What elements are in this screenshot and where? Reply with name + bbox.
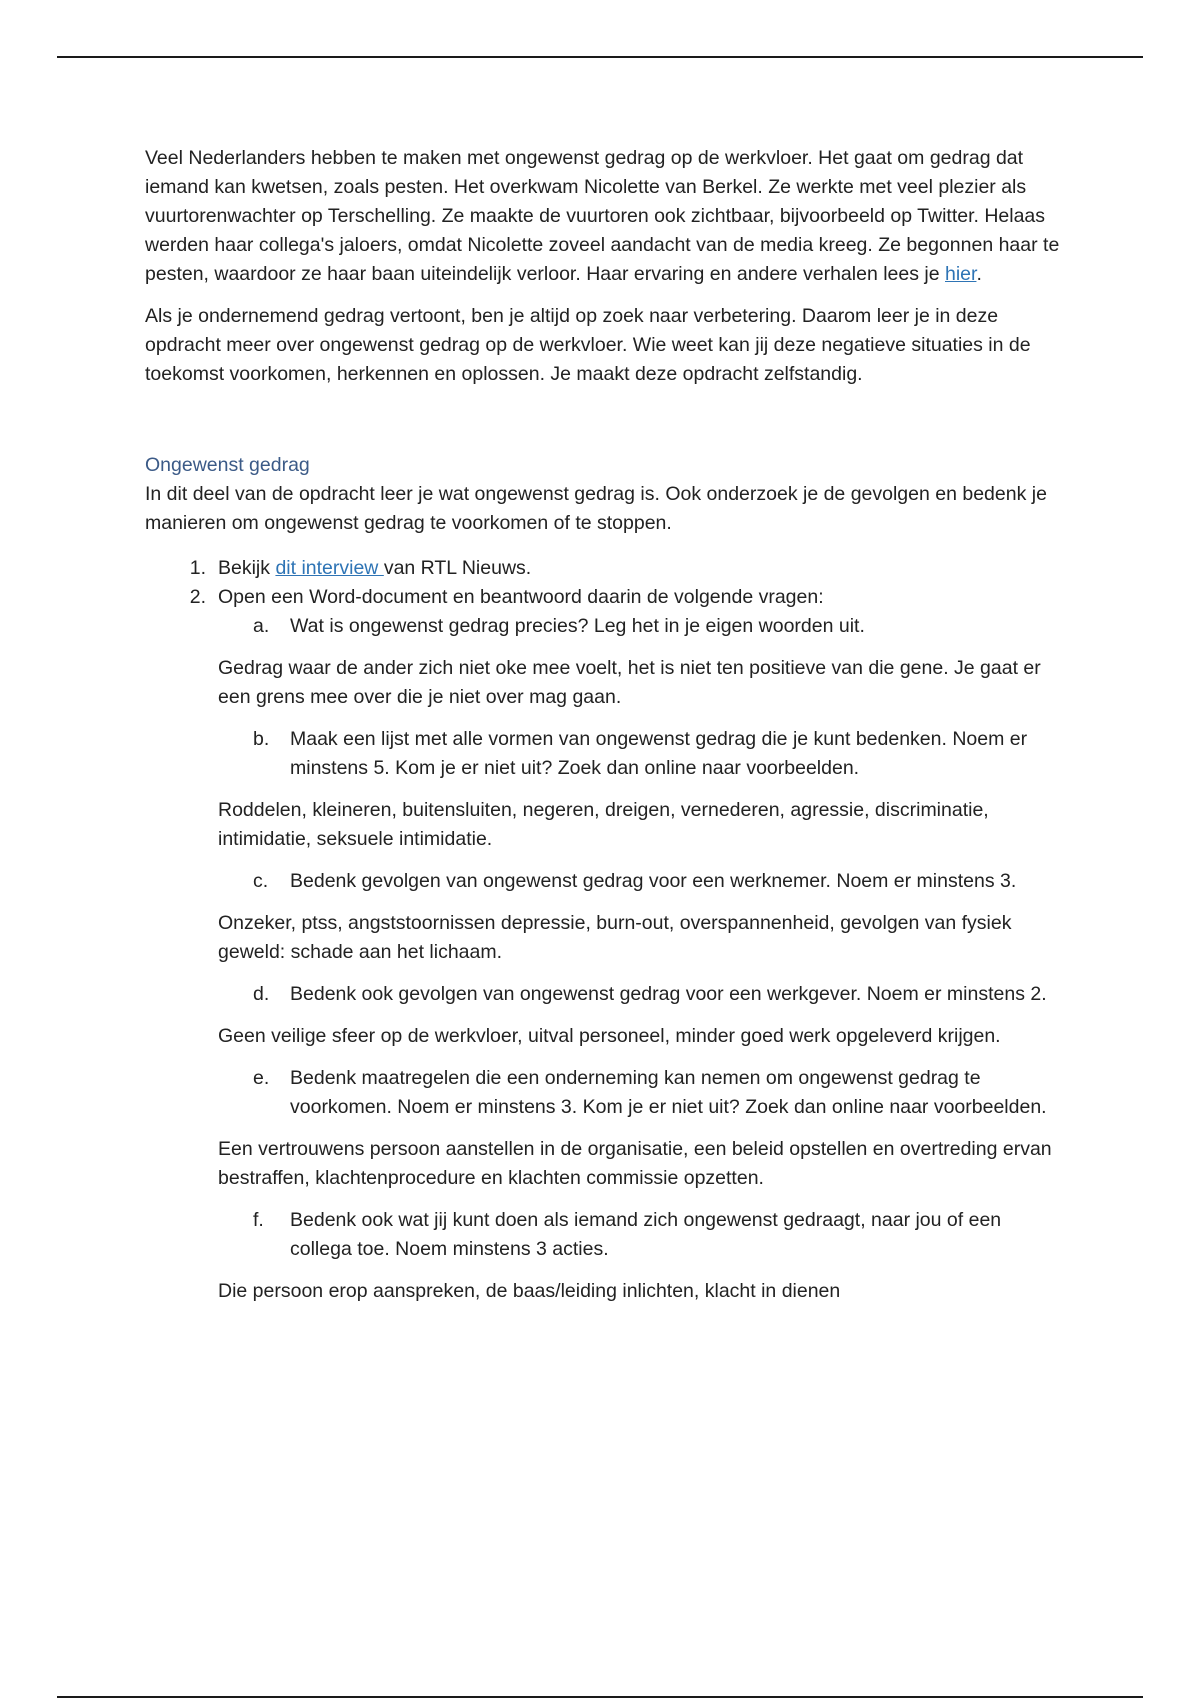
step-number: 1. <box>189 557 206 579</box>
step-1-after: van RTL Nieuws. <box>383 557 532 579</box>
footer-rule <box>57 1696 1143 1698</box>
question-letter: d. <box>253 983 270 1005</box>
question-letter: e. <box>253 1067 270 1089</box>
intro-paragraph-1 <box>145 144 1065 289</box>
step-1 <box>145 554 1065 583</box>
question-text: Bedenk ook gevolgen van ongewenst gedrag voor een werkgever. Noem er minstens 2. <box>290 983 1047 1005</box>
answer: Roddelen, kleineren, buitensluiten, negeren, dreigen, vernederen, agressie, discriminatie, intimidatie, seksuele intimidatie. <box>218 799 989 850</box>
question <box>145 1064 1065 1122</box>
step-1-before: Bekijk <box>218 557 276 579</box>
question-text: Wat is ongewenst gedrag precies? Leg het in je eigen woorden uit. <box>290 615 865 637</box>
section-intro: In dit deel van de opdracht leer je wat ongewenst gedrag is. Ook onderzoek je de gevolgen en bedenk je manieren om ongewenst gedrag te voorkomen of te stoppen. <box>145 483 1047 534</box>
question-d <box>145 980 1065 1051</box>
question-f <box>145 1206 1065 1306</box>
question-letter: c. <box>253 870 269 892</box>
question-letter: f. <box>253 1209 264 1231</box>
question-text: Bedenk maatregelen die een onderneming kan nemen om ongewenst gedrag te voorkomen. Noem er minstens 3. Kom je er niet uit? Zoek dan online naar voorbeelden. <box>290 1067 1047 1118</box>
question-c <box>145 867 1065 967</box>
answer: Geen veilige sfeer op de werkvloer, uitval personeel, minder goed werk opgeleverd krijgen. <box>218 1025 1001 1047</box>
answer: Onzeker, ptss, angststoornissen depressie, burn-out, overspannenheid, gevolgen van fysiek geweld: schade aan het lichaam. <box>218 912 1012 963</box>
question <box>145 725 1065 783</box>
question <box>145 1206 1065 1264</box>
answer: Een vertrouwens persoon aanstellen in de organisatie, een beleid opstellen en overtreding ervan bestraffen, klachtenprocedure en klachten commissie opzetten. <box>218 1138 1052 1189</box>
question-text: Bedenk ook wat jij kunt doen als iemand zich ongewenst gedraagt, naar jou of een collega toe. Noem minstens 3 acties. <box>290 1209 1002 1260</box>
question <box>145 980 1065 1009</box>
question-b <box>145 725 1065 854</box>
interview-link[interactable]: dit interview <box>275 557 384 579</box>
section-heading: Ongewenst gedrag <box>145 454 310 476</box>
question-text: Maak een lijst met alle vormen van ongewenst gedrag die je kunt bedenken. Noem er minstens 5. Kom je er niet uit? Zoek dan online naar voorbeelden. <box>290 728 1028 779</box>
intro-paragraph-1-end: . <box>976 263 982 285</box>
intro-paragraph-2: Als je ondernemend gedrag vertoont, ben je altijd op zoek naar verbetering. Daarom leer je in deze opdracht meer over ongewenst gedrag op de werkvloer. Wie weet kan jij deze negatieve situaties in de toekomst voorkomen, herkennen en oplossen. Je maakt deze opdracht zelfstandig. <box>145 305 1031 385</box>
intro-paragraph-1-text: Veel Nederlanders hebben te maken met ongewenst gedrag op de werkvloer. Het gaat om gedrag dat iemand kan kwetsen, zoals pesten. Het overkwam Nicolette van Berkel. Ze werkte met veel plezier als vuurtorenwachter op Terschelling. Ze maakte de vuurtoren ook zichtbaar, bijvoorbeeld op Twitter. Helaas werden haar collega's jaloers, omdat Nicolette zoveel aandacht van de media kreeg. Ze begonnen haar te pesten, waardoor ze haar baan uiteindelijk verloor. Haar ervaring en andere verhalen lees je <box>145 147 1060 285</box>
step-2-text: Open een Word-document en beantwoord daarin de volgende vragen: <box>218 586 824 608</box>
question-a <box>145 612 1065 712</box>
steps-list <box>145 554 1065 612</box>
step-number: 2. <box>189 586 206 608</box>
answer: Die persoon erop aanspreken, de baas/leiding inlichten, klacht in dienen <box>218 1280 841 1302</box>
question <box>145 612 1065 641</box>
question-text: Bedenk gevolgen van ongewenst gedrag voor een werknemer. Noem er minstens 3. <box>290 870 1017 892</box>
question-letter: a. <box>253 615 270 637</box>
hier-link[interactable]: hier <box>945 263 977 285</box>
answer: Gedrag waar de ander zich niet oke mee voelt, het is niet ten positieve van die gene. Je gaat er een grens mee over die je niet over mag gaan. <box>218 657 1041 708</box>
question <box>145 867 1065 896</box>
step-2 <box>145 583 1065 612</box>
document-body <box>145 144 1065 1319</box>
question-e <box>145 1064 1065 1193</box>
header-rule <box>57 56 1143 58</box>
question-letter: b. <box>253 728 270 750</box>
